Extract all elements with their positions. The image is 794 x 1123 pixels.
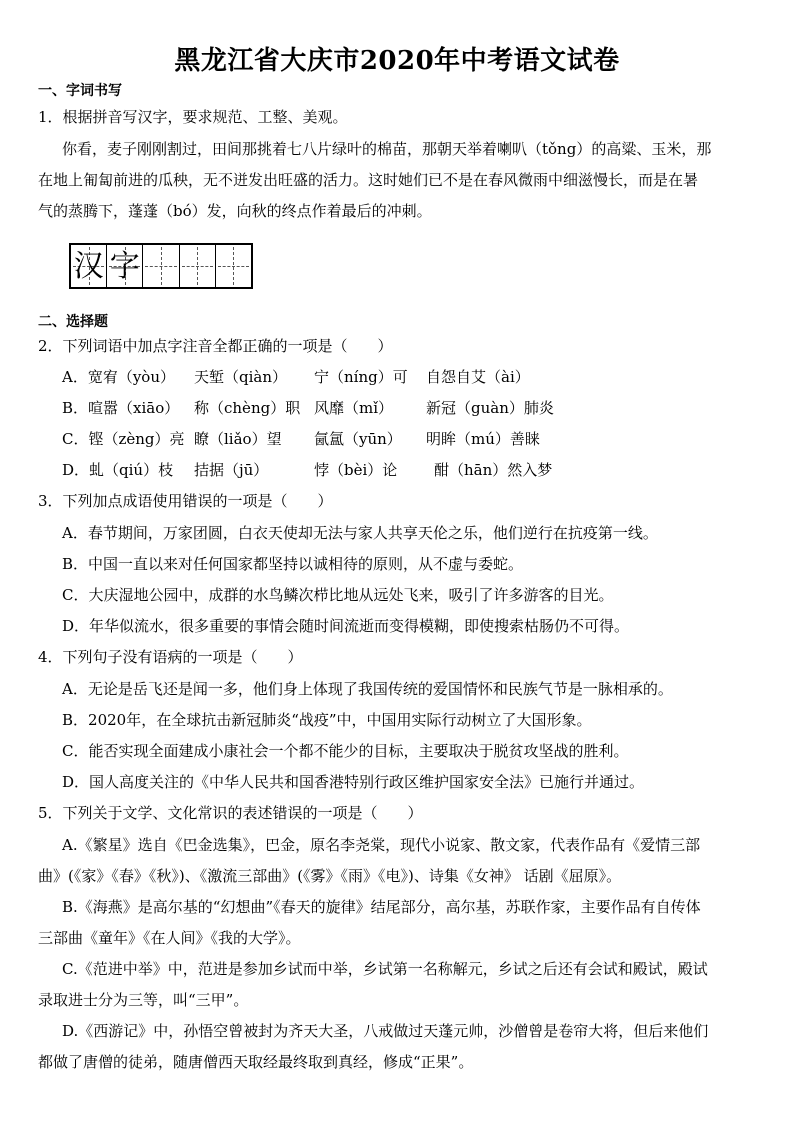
question-5-option-line: B.《海燕》是高尔基的“幻想曲”《春天的旋律》结尾部分，高尔基，苏联作家，主要作品有自传体 bbox=[62, 898, 701, 916]
question-4-option: C．能否实现全面建成小康社会一个都不能少的目标，主要取决于脱贫攻坚战的胜利。 bbox=[62, 742, 629, 760]
question-4-stem: 4．下列句子没有语病的一项是（ ） bbox=[38, 648, 303, 666]
question-3-stem: 3．下列加点成语使用错误的一项是（ ） bbox=[38, 492, 333, 510]
grid-cell bbox=[179, 245, 215, 287]
option-item: 天堑（qiàn） bbox=[194, 368, 288, 386]
grid-char: 字 bbox=[109, 249, 140, 284]
grid-cell bbox=[215, 245, 251, 287]
option-item: D．虬（qiú）枝 bbox=[62, 461, 174, 479]
option-item: 酣（hān）然入梦 bbox=[434, 461, 553, 479]
grid-cell bbox=[71, 245, 106, 287]
question-5-option-line: D.《西游记》中，孙悟空曾被封为齐天大圣，八戒做过天蓬元帅，沙僧曾是卷帘大将，但后来他们 bbox=[62, 1022, 709, 1040]
option-item: B．喧嚣（xiāo） bbox=[62, 399, 180, 417]
question-5-option-line: C.《范进中举》中，范进是参加乡试而中举，乡试第一名称解元，乡试之后还有会试和殿试，殿试 bbox=[62, 960, 708, 978]
passage-line-1: 你看，麦子刚刚割过，田间那挑着七八片绿叶的棉苗，那朝天举着喇叭（tǒng）的高粱、玉米，那 bbox=[62, 140, 712, 158]
writing-grid bbox=[69, 243, 253, 289]
option-item: 悖（bèi）论 bbox=[314, 461, 398, 479]
passage-line-3: 气的蒸腾下，蓬蓬（bó）发，向秋的终点作着最后的冲刺。 bbox=[38, 202, 432, 220]
option-item: 明眸（mú）善睐 bbox=[426, 430, 540, 448]
question-5-stem: 5．下列关于文学、文化常识的表述错误的一项是（ ） bbox=[38, 804, 423, 822]
question-3-option: C．大庆湿地公园中，成群的水鸟鳞次栉比地从远处飞来，吸引了许多游客的目光。 bbox=[62, 586, 614, 604]
question-5-option-line: 曲》(《家》《春》《秋》)、《激流三部曲》(《雾》《雨》《电》)、诗集《女神》 话剧《屈原》。 bbox=[38, 867, 622, 885]
grid-cell bbox=[142, 245, 178, 287]
question-4-option: A．无论是岳飞还是闻一多，他们身上体现了我国传统的爱国情怀和民族气节是一脉相承的。 bbox=[62, 680, 673, 698]
option-item: 自怨自艾（ài） bbox=[426, 368, 530, 386]
question-5-option-line: A.《繁星》选自《巴金选集》，巴金，原名李尧棠，现代小说家、散文家，代表作品有《爱情三部 bbox=[62, 836, 701, 854]
question-3-option: A．春节期间，万家团圆，白衣天使却无法与家人共享天伦之乐，他们逆行在抗疫第一线。 bbox=[62, 524, 658, 542]
option-item: 宁（níng）可 bbox=[314, 368, 408, 386]
section-heading-2: 二、选择题 bbox=[38, 314, 108, 330]
grid-cell bbox=[106, 245, 142, 287]
page-title: 黑龙江省大庆市2020年中考语文试卷 bbox=[174, 46, 620, 76]
option-item: 瞭（liǎo）望 bbox=[194, 430, 282, 448]
passage-line-2: 在地上匍匐前进的瓜秧，无不迸发出旺盛的活力。这时她们已不是在春风微雨中细滋慢长，而是在暑 bbox=[38, 171, 699, 189]
option-item: 拮据（jū） bbox=[194, 461, 269, 479]
option-item: C．铿（zèng）亮 bbox=[62, 430, 185, 448]
option-item: A．宽宥（yòu） bbox=[62, 368, 175, 386]
question-5-option-line: 三部曲《童年》《在人间》《我的大学》。 bbox=[38, 929, 301, 947]
option-item: 风靡（mǐ） bbox=[314, 399, 394, 417]
grid-char: 汉 bbox=[73, 249, 104, 284]
option-item: 新冠（guàn）肺炎 bbox=[426, 399, 554, 417]
question-5-option-line: 都做了唐僧的徒弟，随唐僧西天取经最终取到真经，修成“正果”。 bbox=[38, 1053, 474, 1071]
question-4-option: D．国人高度关注的《中华人民共和国香港特别行政区维护国家安全法》已施行并通过。 bbox=[62, 773, 645, 791]
question-3-option: B．中国一直以来对任何国家都坚持以诚相待的原则，从不虚与委蛇。 bbox=[62, 555, 524, 573]
option-item: 称（chèng）职 bbox=[194, 399, 301, 417]
question-3-option: D．年华似流水，很多重要的事情会随时间流逝而变得模糊，即使搜索枯肠仍不可得。 bbox=[62, 617, 630, 635]
question-4-option: B．2020年，在全球抗击新冠肺炎“战疫”中，中国用实际行动树立了大国形象。 bbox=[62, 711, 592, 729]
question-2-stem: 2．下列词语中加点字注音全都正确的一项是（ ） bbox=[38, 337, 393, 355]
question-5-option-line: 录取进士分为三等，叫“三甲”。 bbox=[38, 991, 249, 1009]
option-item: 氤氲（yūn） bbox=[314, 430, 402, 448]
section-heading-1: 一、字词书写 bbox=[38, 83, 122, 99]
question-1-stem: 1．根据拼音写汉字，要求规范、工整、美观。 bbox=[38, 108, 348, 126]
